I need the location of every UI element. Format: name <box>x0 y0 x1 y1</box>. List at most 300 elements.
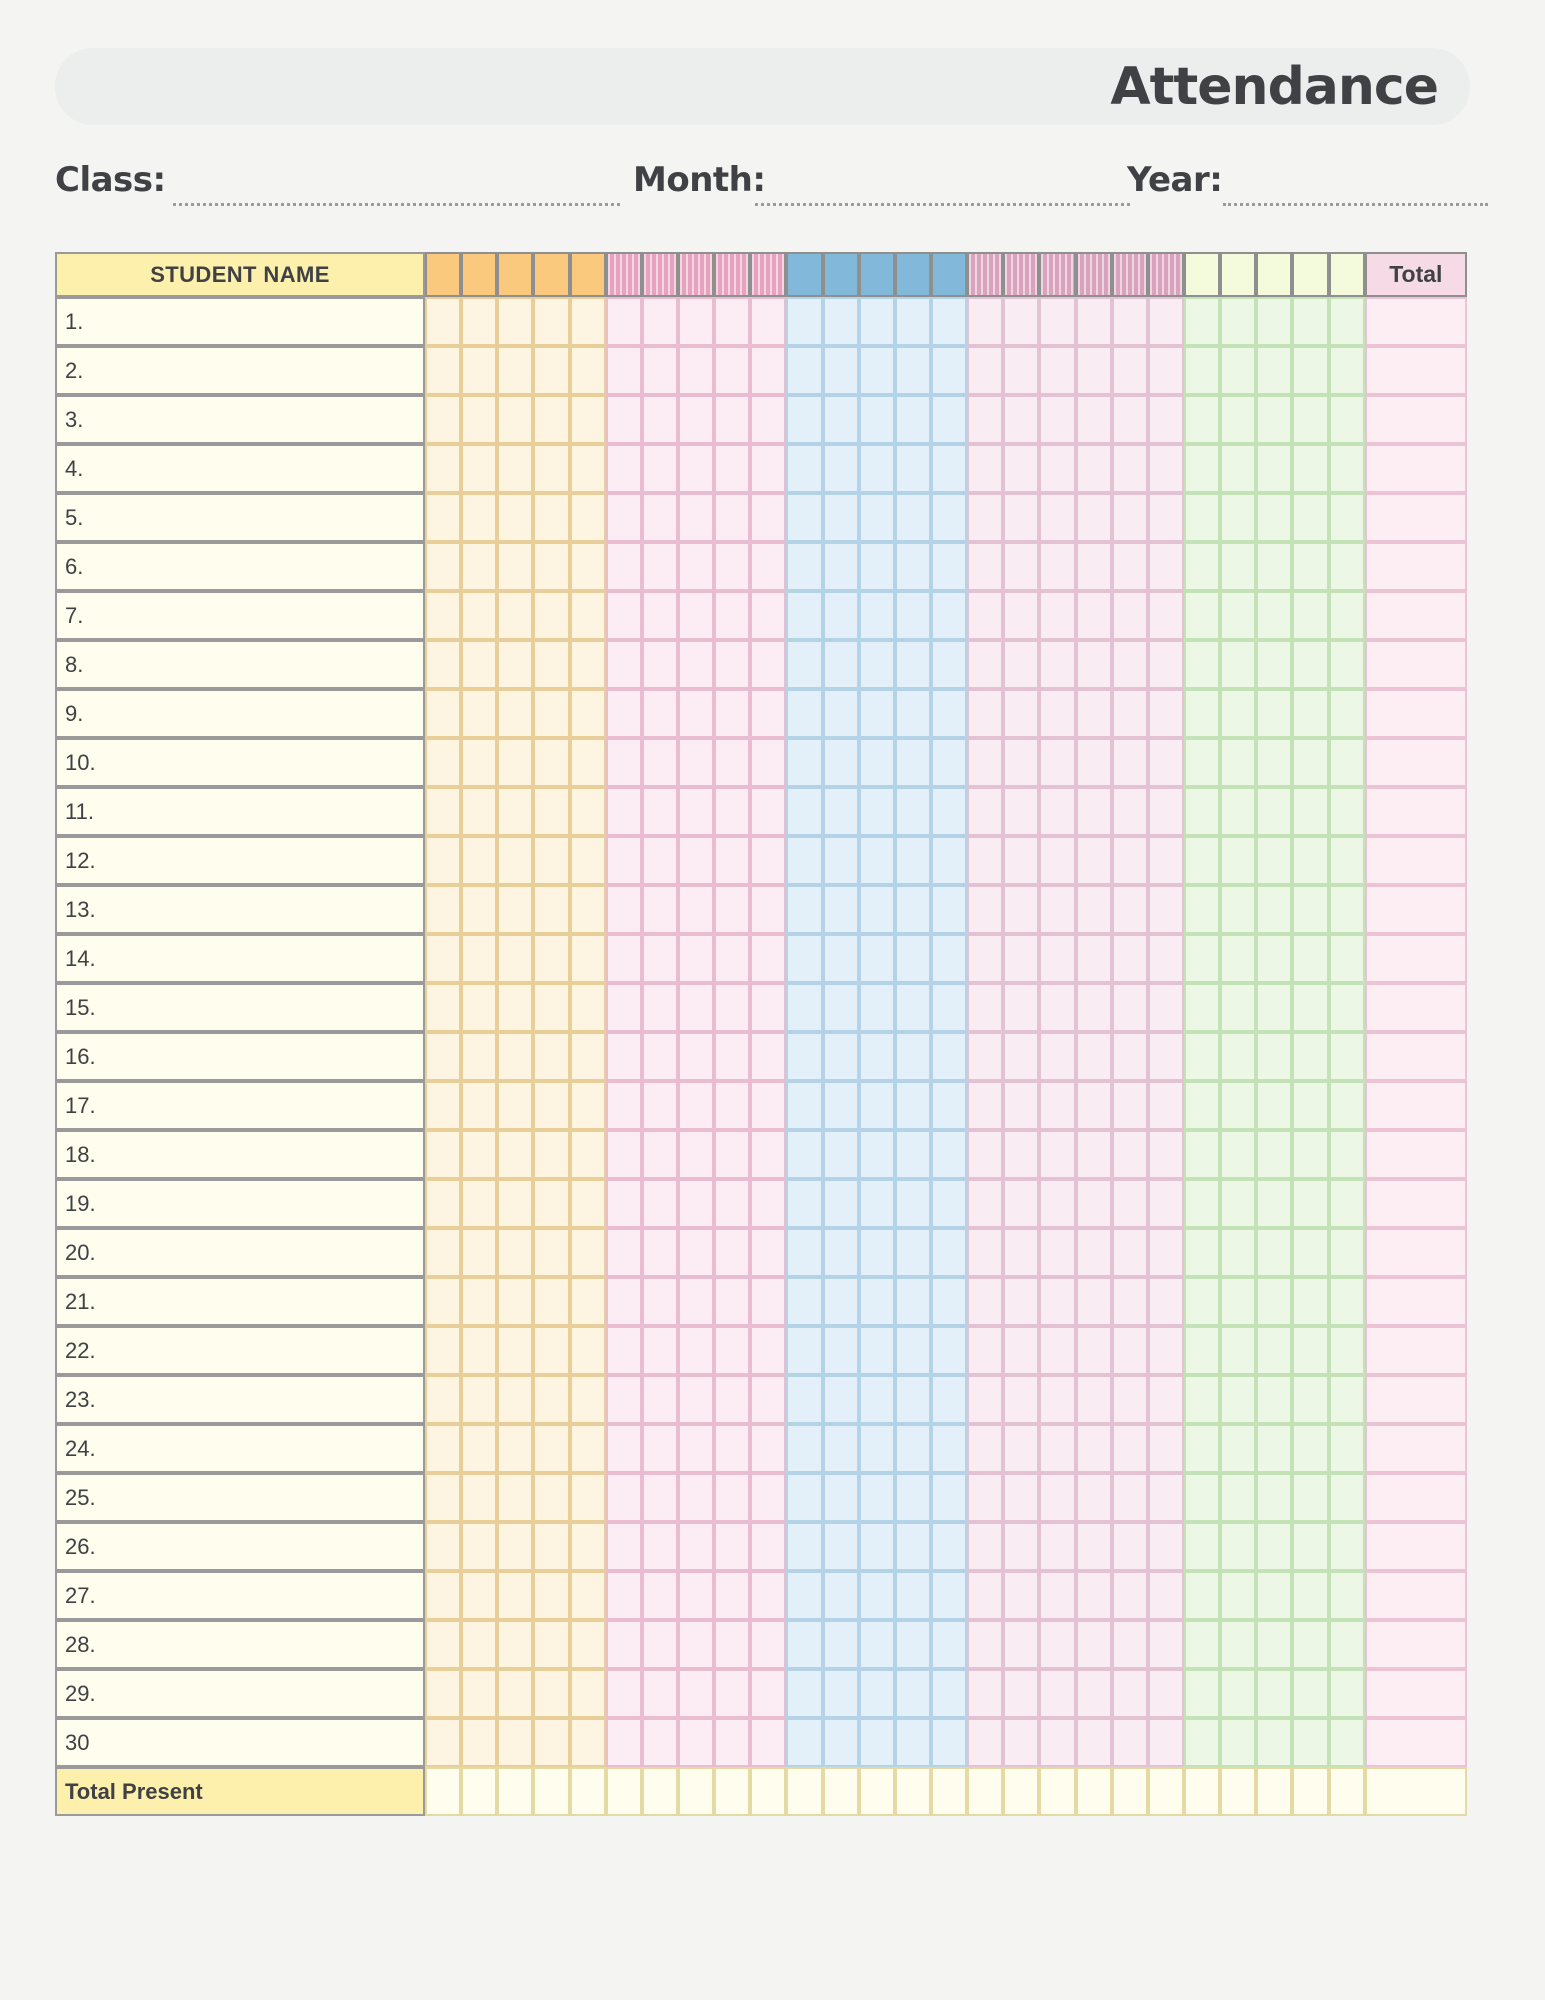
attendance-cell[interactable] <box>1112 885 1148 934</box>
attendance-cell[interactable] <box>714 1718 750 1767</box>
student-name-cell[interactable]: 29. <box>55 1669 425 1718</box>
attendance-cell[interactable] <box>750 1277 786 1326</box>
attendance-cell[interactable] <box>642 1718 678 1767</box>
attendance-cell[interactable] <box>425 1130 461 1179</box>
attendance-cell[interactable] <box>570 787 606 836</box>
attendance-cell[interactable] <box>570 983 606 1032</box>
attendance-cell[interactable] <box>1329 738 1365 787</box>
attendance-cell[interactable] <box>606 542 642 591</box>
attendance-cell[interactable] <box>533 1375 569 1424</box>
student-name-cell[interactable]: 8. <box>55 640 425 689</box>
attendance-cell[interactable] <box>823 689 859 738</box>
attendance-cell[interactable] <box>1292 836 1328 885</box>
attendance-cell[interactable] <box>1003 591 1039 640</box>
attendance-cell[interactable] <box>1220 1718 1256 1767</box>
attendance-cell[interactable] <box>1076 346 1112 395</box>
total-present-cell[interactable] <box>786 1767 822 1816</box>
attendance-cell[interactable] <box>461 1473 497 1522</box>
attendance-cell[interactable] <box>1256 1032 1292 1081</box>
attendance-cell[interactable] <box>931 934 967 983</box>
attendance-cell[interactable] <box>1148 1081 1184 1130</box>
total-present-cell[interactable] <box>1256 1767 1292 1816</box>
attendance-cell[interactable] <box>750 1228 786 1277</box>
attendance-cell[interactable] <box>714 1228 750 1277</box>
attendance-cell[interactable] <box>1220 444 1256 493</box>
attendance-cell[interactable] <box>570 1473 606 1522</box>
attendance-cell[interactable] <box>570 640 606 689</box>
attendance-cell[interactable] <box>1220 1130 1256 1179</box>
attendance-cell[interactable] <box>425 297 461 346</box>
attendance-cell[interactable] <box>678 1277 714 1326</box>
attendance-cell[interactable] <box>570 689 606 738</box>
attendance-cell[interactable] <box>823 591 859 640</box>
attendance-cell[interactable] <box>1220 1669 1256 1718</box>
attendance-cell[interactable] <box>859 1375 895 1424</box>
total-present-cell[interactable] <box>967 1767 1003 1816</box>
attendance-cell[interactable] <box>714 493 750 542</box>
attendance-cell[interactable] <box>642 1277 678 1326</box>
attendance-cell[interactable] <box>1220 689 1256 738</box>
attendance-cell[interactable] <box>642 444 678 493</box>
attendance-cell[interactable] <box>714 640 750 689</box>
attendance-cell[interactable] <box>750 542 786 591</box>
attendance-cell[interactable] <box>1256 1179 1292 1228</box>
attendance-cell[interactable] <box>859 885 895 934</box>
total-present-cell[interactable] <box>1148 1767 1184 1816</box>
attendance-cell[interactable] <box>1148 444 1184 493</box>
attendance-cell[interactable] <box>425 1718 461 1767</box>
attendance-cell[interactable] <box>823 1669 859 1718</box>
total-present-cell[interactable] <box>1003 1767 1039 1816</box>
attendance-cell[interactable] <box>1220 395 1256 444</box>
attendance-cell[interactable] <box>1039 1522 1075 1571</box>
attendance-cell[interactable] <box>606 689 642 738</box>
attendance-cell[interactable] <box>1256 885 1292 934</box>
attendance-cell[interactable] <box>823 983 859 1032</box>
attendance-cell[interactable] <box>967 983 1003 1032</box>
attendance-cell[interactable] <box>714 1130 750 1179</box>
attendance-cell[interactable] <box>1003 983 1039 1032</box>
attendance-cell[interactable] <box>1292 1081 1328 1130</box>
attendance-cell[interactable] <box>1256 1473 1292 1522</box>
row-total-cell[interactable] <box>1365 934 1467 983</box>
attendance-cell[interactable] <box>1003 1277 1039 1326</box>
attendance-cell[interactable] <box>1039 1032 1075 1081</box>
attendance-cell[interactable] <box>931 689 967 738</box>
total-present-cell[interactable] <box>533 1767 569 1816</box>
attendance-cell[interactable] <box>533 1669 569 1718</box>
total-present-cell[interactable] <box>1112 1767 1148 1816</box>
attendance-cell[interactable] <box>1003 1228 1039 1277</box>
attendance-cell[interactable] <box>1292 591 1328 640</box>
attendance-cell[interactable] <box>1112 1424 1148 1473</box>
attendance-cell[interactable] <box>1112 1228 1148 1277</box>
attendance-cell[interactable] <box>606 934 642 983</box>
row-total-cell[interactable] <box>1365 1424 1467 1473</box>
attendance-cell[interactable] <box>678 346 714 395</box>
attendance-cell[interactable] <box>786 689 822 738</box>
attendance-cell[interactable] <box>859 591 895 640</box>
attendance-cell[interactable] <box>1292 738 1328 787</box>
attendance-cell[interactable] <box>895 1424 931 1473</box>
attendance-cell[interactable] <box>1329 1718 1365 1767</box>
attendance-cell[interactable] <box>931 1277 967 1326</box>
attendance-cell[interactable] <box>1148 787 1184 836</box>
attendance-cell[interactable] <box>533 1277 569 1326</box>
attendance-cell[interactable] <box>859 1228 895 1277</box>
attendance-cell[interactable] <box>461 1375 497 1424</box>
attendance-cell[interactable] <box>714 395 750 444</box>
row-total-cell[interactable] <box>1365 640 1467 689</box>
attendance-cell[interactable] <box>967 1326 1003 1375</box>
attendance-cell[interactable] <box>1039 1228 1075 1277</box>
attendance-cell[interactable] <box>497 983 533 1032</box>
attendance-cell[interactable] <box>931 1473 967 1522</box>
attendance-cell[interactable] <box>750 885 786 934</box>
attendance-cell[interactable] <box>1003 1081 1039 1130</box>
attendance-cell[interactable] <box>1256 493 1292 542</box>
attendance-cell[interactable] <box>1076 297 1112 346</box>
attendance-cell[interactable] <box>967 395 1003 444</box>
attendance-cell[interactable] <box>606 444 642 493</box>
attendance-cell[interactable] <box>895 787 931 836</box>
attendance-cell[interactable] <box>967 1179 1003 1228</box>
attendance-cell[interactable] <box>1148 1571 1184 1620</box>
attendance-cell[interactable] <box>533 1718 569 1767</box>
attendance-cell[interactable] <box>823 1179 859 1228</box>
attendance-cell[interactable] <box>570 1326 606 1375</box>
attendance-cell[interactable] <box>967 836 1003 885</box>
attendance-cell[interactable] <box>859 542 895 591</box>
attendance-cell[interactable] <box>642 493 678 542</box>
attendance-cell[interactable] <box>497 444 533 493</box>
attendance-cell[interactable] <box>1076 1179 1112 1228</box>
attendance-cell[interactable] <box>606 1669 642 1718</box>
attendance-cell[interactable] <box>678 1620 714 1669</box>
attendance-cell[interactable] <box>1148 346 1184 395</box>
attendance-cell[interactable] <box>1112 836 1148 885</box>
attendance-cell[interactable] <box>1256 1571 1292 1620</box>
attendance-cell[interactable] <box>642 885 678 934</box>
attendance-cell[interactable] <box>786 1424 822 1473</box>
attendance-cell[interactable] <box>570 1032 606 1081</box>
attendance-cell[interactable] <box>461 1669 497 1718</box>
attendance-cell[interactable] <box>823 640 859 689</box>
attendance-cell[interactable] <box>859 1032 895 1081</box>
attendance-cell[interactable] <box>1184 689 1220 738</box>
attendance-cell[interactable] <box>606 1375 642 1424</box>
attendance-cell[interactable] <box>750 787 786 836</box>
student-name-cell[interactable]: 25. <box>55 1473 425 1522</box>
attendance-cell[interactable] <box>750 689 786 738</box>
attendance-cell[interactable] <box>1329 1571 1365 1620</box>
attendance-cell[interactable] <box>931 297 967 346</box>
attendance-cell[interactable] <box>1256 640 1292 689</box>
attendance-cell[interactable] <box>1039 1326 1075 1375</box>
total-present-cell[interactable] <box>895 1767 931 1816</box>
attendance-cell[interactable] <box>931 836 967 885</box>
attendance-cell[interactable] <box>497 1375 533 1424</box>
row-total-cell[interactable] <box>1365 1228 1467 1277</box>
attendance-cell[interactable] <box>750 1081 786 1130</box>
attendance-cell[interactable] <box>425 1473 461 1522</box>
attendance-cell[interactable] <box>895 934 931 983</box>
attendance-cell[interactable] <box>1039 1081 1075 1130</box>
attendance-cell[interactable] <box>714 983 750 1032</box>
attendance-cell[interactable] <box>678 1718 714 1767</box>
attendance-cell[interactable] <box>1003 640 1039 689</box>
attendance-cell[interactable] <box>1292 1522 1328 1571</box>
attendance-cell[interactable] <box>1292 1620 1328 1669</box>
attendance-cell[interactable] <box>1184 1718 1220 1767</box>
attendance-cell[interactable] <box>931 983 967 1032</box>
attendance-cell[interactable] <box>714 1375 750 1424</box>
attendance-cell[interactable] <box>1076 395 1112 444</box>
attendance-cell[interactable] <box>1112 1571 1148 1620</box>
attendance-cell[interactable] <box>1076 1375 1112 1424</box>
attendance-cell[interactable] <box>714 689 750 738</box>
attendance-cell[interactable] <box>931 1032 967 1081</box>
attendance-cell[interactable] <box>461 542 497 591</box>
attendance-cell[interactable] <box>1329 1228 1365 1277</box>
attendance-cell[interactable] <box>967 444 1003 493</box>
attendance-cell[interactable] <box>570 297 606 346</box>
attendance-cell[interactable] <box>425 689 461 738</box>
attendance-cell[interactable] <box>895 395 931 444</box>
attendance-cell[interactable] <box>1292 346 1328 395</box>
attendance-cell[interactable] <box>750 444 786 493</box>
attendance-cell[interactable] <box>1076 1277 1112 1326</box>
attendance-cell[interactable] <box>931 738 967 787</box>
attendance-cell[interactable] <box>895 1571 931 1620</box>
attendance-cell[interactable] <box>859 934 895 983</box>
attendance-cell[interactable] <box>533 395 569 444</box>
attendance-cell[interactable] <box>497 1277 533 1326</box>
row-total-cell[interactable] <box>1365 787 1467 836</box>
attendance-cell[interactable] <box>678 1326 714 1375</box>
attendance-cell[interactable] <box>678 1669 714 1718</box>
attendance-cell[interactable] <box>425 1179 461 1228</box>
attendance-cell[interactable] <box>895 1081 931 1130</box>
attendance-cell[interactable] <box>1292 395 1328 444</box>
attendance-cell[interactable] <box>1112 983 1148 1032</box>
attendance-cell[interactable] <box>1329 591 1365 640</box>
attendance-cell[interactable] <box>642 983 678 1032</box>
attendance-cell[interactable] <box>786 297 822 346</box>
attendance-cell[interactable] <box>786 1130 822 1179</box>
attendance-cell[interactable] <box>1148 395 1184 444</box>
attendance-cell[interactable] <box>1329 787 1365 836</box>
attendance-cell[interactable] <box>1112 346 1148 395</box>
attendance-cell[interactable] <box>570 1669 606 1718</box>
attendance-cell[interactable] <box>859 297 895 346</box>
attendance-cell[interactable] <box>931 493 967 542</box>
attendance-cell[interactable] <box>497 1326 533 1375</box>
attendance-cell[interactable] <box>967 787 1003 836</box>
attendance-cell[interactable] <box>859 493 895 542</box>
attendance-cell[interactable] <box>1039 983 1075 1032</box>
attendance-cell[interactable] <box>570 395 606 444</box>
attendance-cell[interactable] <box>1076 1473 1112 1522</box>
attendance-cell[interactable] <box>1256 346 1292 395</box>
attendance-cell[interactable] <box>1220 591 1256 640</box>
attendance-cell[interactable] <box>1003 1620 1039 1669</box>
attendance-cell[interactable] <box>895 542 931 591</box>
attendance-cell[interactable] <box>606 1620 642 1669</box>
attendance-cell[interactable] <box>823 1473 859 1522</box>
row-total-cell[interactable] <box>1365 1620 1467 1669</box>
attendance-cell[interactable] <box>714 1473 750 1522</box>
attendance-cell[interactable] <box>895 640 931 689</box>
attendance-cell[interactable] <box>642 1424 678 1473</box>
row-total-cell[interactable] <box>1365 297 1467 346</box>
attendance-cell[interactable] <box>750 640 786 689</box>
attendance-cell[interactable] <box>425 983 461 1032</box>
attendance-cell[interactable] <box>497 542 533 591</box>
attendance-cell[interactable] <box>1184 591 1220 640</box>
attendance-cell[interactable] <box>1076 640 1112 689</box>
attendance-cell[interactable] <box>1184 1081 1220 1130</box>
attendance-cell[interactable] <box>461 1130 497 1179</box>
attendance-cell[interactable] <box>1076 1718 1112 1767</box>
attendance-cell[interactable] <box>461 934 497 983</box>
attendance-cell[interactable] <box>461 1277 497 1326</box>
attendance-cell[interactable] <box>1076 738 1112 787</box>
attendance-cell[interactable] <box>859 1473 895 1522</box>
attendance-cell[interactable] <box>1292 1228 1328 1277</box>
class-input[interactable] <box>173 203 620 206</box>
attendance-cell[interactable] <box>859 1081 895 1130</box>
attendance-cell[interactable] <box>895 689 931 738</box>
attendance-cell[interactable] <box>497 1130 533 1179</box>
attendance-cell[interactable] <box>1039 444 1075 493</box>
attendance-cell[interactable] <box>750 1130 786 1179</box>
attendance-cell[interactable] <box>1003 1522 1039 1571</box>
attendance-cell[interactable] <box>1039 297 1075 346</box>
attendance-cell[interactable] <box>1220 1032 1256 1081</box>
attendance-cell[interactable] <box>714 1522 750 1571</box>
attendance-cell[interactable] <box>750 1669 786 1718</box>
attendance-cell[interactable] <box>1184 297 1220 346</box>
attendance-cell[interactable] <box>570 1228 606 1277</box>
attendance-cell[interactable] <box>1329 1620 1365 1669</box>
attendance-cell[interactable] <box>714 1571 750 1620</box>
attendance-cell[interactable] <box>497 640 533 689</box>
attendance-cell[interactable] <box>461 444 497 493</box>
attendance-cell[interactable] <box>497 297 533 346</box>
total-present-cell[interactable] <box>1076 1767 1112 1816</box>
attendance-cell[interactable] <box>1039 640 1075 689</box>
attendance-cell[interactable] <box>786 738 822 787</box>
attendance-cell[interactable] <box>1148 689 1184 738</box>
attendance-cell[interactable] <box>714 1032 750 1081</box>
attendance-cell[interactable] <box>461 1081 497 1130</box>
attendance-cell[interactable] <box>461 787 497 836</box>
attendance-cell[interactable] <box>1329 934 1365 983</box>
attendance-cell[interactable] <box>1076 591 1112 640</box>
attendance-cell[interactable] <box>1112 1277 1148 1326</box>
row-total-cell[interactable] <box>1365 1718 1467 1767</box>
attendance-cell[interactable] <box>678 493 714 542</box>
attendance-cell[interactable] <box>533 885 569 934</box>
attendance-cell[interactable] <box>606 640 642 689</box>
row-total-cell[interactable] <box>1365 983 1467 1032</box>
attendance-cell[interactable] <box>533 297 569 346</box>
attendance-cell[interactable] <box>1148 1375 1184 1424</box>
attendance-cell[interactable] <box>1329 1130 1365 1179</box>
attendance-cell[interactable] <box>425 395 461 444</box>
attendance-cell[interactable] <box>895 297 931 346</box>
attendance-cell[interactable] <box>570 1130 606 1179</box>
attendance-cell[interactable] <box>895 493 931 542</box>
total-present-grand-cell[interactable] <box>1365 1767 1467 1816</box>
attendance-cell[interactable] <box>714 836 750 885</box>
attendance-cell[interactable] <box>859 689 895 738</box>
attendance-cell[interactable] <box>1329 1032 1365 1081</box>
attendance-cell[interactable] <box>714 297 750 346</box>
attendance-cell[interactable] <box>786 1522 822 1571</box>
attendance-cell[interactable] <box>1003 1032 1039 1081</box>
attendance-cell[interactable] <box>1039 1277 1075 1326</box>
attendance-cell[interactable] <box>931 1424 967 1473</box>
attendance-cell[interactable] <box>967 934 1003 983</box>
attendance-cell[interactable] <box>1184 444 1220 493</box>
row-total-cell[interactable] <box>1365 1277 1467 1326</box>
attendance-cell[interactable] <box>678 1081 714 1130</box>
attendance-cell[interactable] <box>642 640 678 689</box>
attendance-cell[interactable] <box>1076 787 1112 836</box>
student-name-cell[interactable]: 2. <box>55 346 425 395</box>
attendance-cell[interactable] <box>570 836 606 885</box>
attendance-cell[interactable] <box>714 1179 750 1228</box>
attendance-cell[interactable] <box>786 1228 822 1277</box>
attendance-cell[interactable] <box>533 983 569 1032</box>
attendance-cell[interactable] <box>786 1620 822 1669</box>
attendance-cell[interactable] <box>1220 542 1256 591</box>
attendance-cell[interactable] <box>1148 738 1184 787</box>
attendance-cell[interactable] <box>967 640 1003 689</box>
attendance-cell[interactable] <box>1220 1326 1256 1375</box>
row-total-cell[interactable] <box>1365 1571 1467 1620</box>
attendance-cell[interactable] <box>425 346 461 395</box>
attendance-cell[interactable] <box>1292 1424 1328 1473</box>
attendance-cell[interactable] <box>570 1081 606 1130</box>
attendance-cell[interactable] <box>750 1032 786 1081</box>
row-total-cell[interactable] <box>1365 689 1467 738</box>
attendance-cell[interactable] <box>1329 1081 1365 1130</box>
attendance-cell[interactable] <box>461 346 497 395</box>
attendance-cell[interactable] <box>1112 738 1148 787</box>
attendance-cell[interactable] <box>895 1375 931 1424</box>
attendance-cell[interactable] <box>931 1522 967 1571</box>
attendance-cell[interactable] <box>1220 1228 1256 1277</box>
attendance-cell[interactable] <box>606 1424 642 1473</box>
attendance-cell[interactable] <box>425 493 461 542</box>
attendance-cell[interactable] <box>714 885 750 934</box>
attendance-cell[interactable] <box>1039 1571 1075 1620</box>
attendance-cell[interactable] <box>1003 395 1039 444</box>
attendance-cell[interactable] <box>895 1669 931 1718</box>
attendance-cell[interactable] <box>1220 640 1256 689</box>
attendance-cell[interactable] <box>678 738 714 787</box>
attendance-cell[interactable] <box>823 1277 859 1326</box>
attendance-cell[interactable] <box>1256 1130 1292 1179</box>
student-name-cell[interactable]: 6. <box>55 542 425 591</box>
attendance-cell[interactable] <box>642 1228 678 1277</box>
attendance-cell[interactable] <box>1003 836 1039 885</box>
row-total-cell[interactable] <box>1365 346 1467 395</box>
attendance-cell[interactable] <box>1112 297 1148 346</box>
